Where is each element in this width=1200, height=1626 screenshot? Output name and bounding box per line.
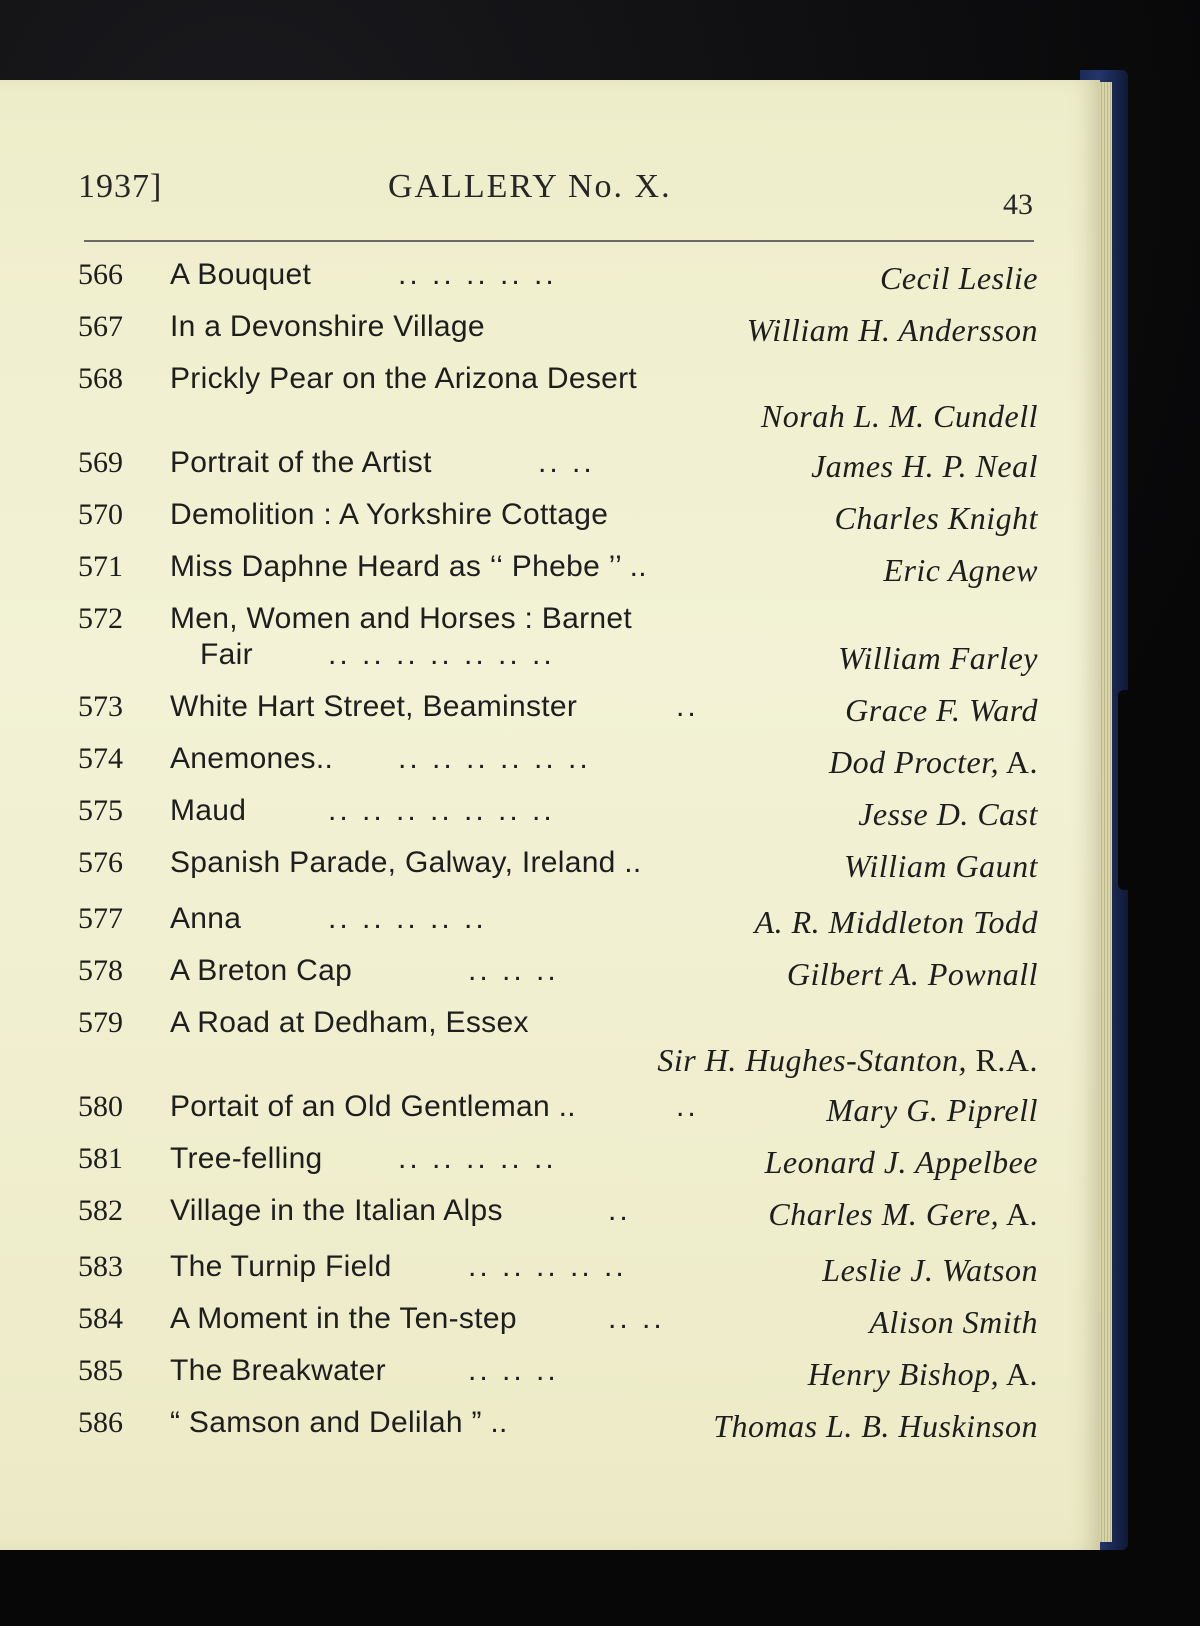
catalogue-entry (78, 736, 1038, 788)
catalogue-entry (78, 684, 1038, 736)
entry-artist: Dod Procter, A. (829, 744, 1038, 780)
entry-artist: Leslie J. Watson (822, 1252, 1038, 1288)
entry-number: 573 (78, 690, 123, 723)
entry-number: 574 (78, 742, 123, 775)
entry-title: Miss Daphne Heard as ‘‘ Phebe ’’ .. (170, 550, 647, 583)
entry-artist: Charles M. Gere, A. (768, 1196, 1038, 1232)
catalogue-entry (78, 492, 1038, 544)
entry-title: A Moment in the Ten-step (170, 1302, 517, 1335)
catalogue-entry (78, 1136, 1038, 1188)
entry-artist: Cecil Leslie (880, 260, 1038, 296)
catalogue-entry (78, 1296, 1038, 1348)
entry-title: Men, Women and Horses : Barnet (170, 602, 632, 635)
entry-artist: William Gaunt (843, 848, 1038, 884)
entry-title: Maud (170, 794, 247, 827)
catalogue-entry (78, 948, 1038, 1000)
entry-title: Spanish Parade, Galway, Ireland .. (170, 846, 642, 879)
entry-artist: William H. Andersson (746, 312, 1038, 348)
entry-artist: Charles Knight (834, 500, 1038, 536)
catalogue-entry (78, 304, 1038, 356)
catalogue-entry (78, 896, 1038, 948)
catalogue-entry (78, 840, 1038, 896)
dot-leader: .. (608, 1194, 631, 1227)
entry-title: Village in the Italian Alps (170, 1194, 503, 1227)
entry-title: A Road at Dedham, Essex (170, 1006, 529, 1039)
running-head-year: 1937] (78, 168, 163, 205)
entry-artist: Leonard J. Appelbee (764, 1144, 1038, 1180)
entry-title: White Hart Street, Beaminster (170, 690, 578, 723)
entry-number: 579 (78, 1006, 123, 1039)
entry-number: 575 (78, 794, 123, 827)
entry-artist: William Farley (838, 640, 1038, 676)
entry-artist: Alison Smith (869, 1304, 1038, 1340)
entry-title: The Turnip Field (170, 1250, 392, 1283)
catalogue-entry (78, 1400, 1038, 1452)
entry-artist: Mary G. Piprell (826, 1092, 1038, 1128)
entry-number: 585 (78, 1354, 123, 1387)
entry-title-continued: Fair (200, 638, 253, 671)
dot-leader: .. .. .. .. .. .. (398, 742, 591, 775)
dot-leader: .. (676, 690, 699, 723)
entry-number: 581 (78, 1142, 123, 1175)
header-rule (84, 240, 1034, 242)
entry-title: A Bouquet (170, 258, 312, 291)
entry-artist: Grace F. Ward (845, 692, 1038, 728)
dot-leader: .. .. (538, 446, 595, 479)
entry-number: 568 (78, 362, 123, 395)
entry-number: 570 (78, 498, 123, 531)
entry-title: Demolition : A Yorkshire Cottage (170, 498, 609, 531)
entry-number: 567 (78, 310, 123, 343)
entry-artist: Norah L. M. Cundell (760, 398, 1038, 434)
gallery-title: GALLERY No. X. (388, 168, 672, 205)
catalogue-entry (78, 1188, 1038, 1244)
dot-leader: .. .. (608, 1302, 665, 1335)
dot-leader: .. .. .. .. .. (398, 258, 557, 291)
catalogue-entry (78, 356, 1038, 440)
entry-number: 582 (78, 1194, 123, 1227)
entry-title: Tree-felling (170, 1142, 323, 1175)
dot-leader: .. .. .. .. .. .. .. (328, 638, 555, 671)
entry-artist: James H. P. Neal (811, 448, 1038, 484)
dot-leader: .. .. .. (468, 1354, 559, 1387)
catalogue-entry (78, 596, 1038, 684)
entry-number: 566 (78, 258, 123, 291)
entry-title: A Breton Cap (170, 954, 353, 987)
entry-number: 580 (78, 1090, 123, 1123)
dot-leader: .. .. .. (468, 954, 559, 987)
entry-number: 571 (78, 550, 123, 583)
catalogue-entry (78, 788, 1038, 840)
dot-leader: .. .. .. .. .. (328, 902, 487, 935)
entry-title: Portait of an Old Gentleman .. (170, 1090, 576, 1123)
entry-artist: Eric Agnew (883, 552, 1038, 588)
dot-leader: .. (676, 1090, 699, 1123)
entry-artist: Sir H. Hughes-Stanton, R.A. (657, 1042, 1038, 1078)
entry-artist: Jesse D. Cast (858, 796, 1038, 832)
entry-title: “ Samson and Delilah ” .. (170, 1406, 508, 1439)
catalogue-entry (78, 1084, 1038, 1136)
entry-number: 584 (78, 1302, 123, 1335)
entry-title: The Breakwater (170, 1354, 386, 1387)
page-header (78, 168, 1033, 228)
entry-number: 586 (78, 1406, 123, 1439)
entry-artist: Thomas L. B. Huskinson (713, 1408, 1038, 1444)
entry-artist: Henry Bishop, A. (807, 1356, 1038, 1392)
catalogue-entry (78, 1000, 1038, 1084)
entry-number: 572 (78, 602, 123, 635)
book-clasp (1118, 690, 1158, 890)
entry-number: 576 (78, 846, 123, 879)
catalogue-entries (78, 252, 1038, 1452)
dot-leader: .. .. .. .. .. (398, 1142, 557, 1175)
entry-number: 583 (78, 1250, 123, 1283)
catalogue-entry (78, 440, 1038, 492)
entry-artist: Gilbert A. Pownall (786, 956, 1038, 992)
catalogue-entry (78, 252, 1038, 304)
catalogue-entry (78, 544, 1038, 596)
entry-artist: A. R. Middleton Todd (754, 904, 1038, 940)
catalogue-entry (78, 1244, 1038, 1296)
entry-title: Prickly Pear on the Arizona Desert (170, 362, 638, 395)
entry-number: 569 (78, 446, 123, 479)
entry-number: 577 (78, 902, 123, 935)
entry-title: In a Devonshire Village (170, 310, 485, 343)
entry-title: Portrait of the Artist (170, 446, 432, 479)
page-number: 43 (1003, 188, 1033, 221)
entry-number: 578 (78, 954, 123, 987)
entry-title: Anna (170, 902, 242, 935)
catalogue-entry (78, 1348, 1038, 1400)
dot-leader: .. .. .. .. .. (468, 1250, 627, 1283)
entry-title: Anemones.. (170, 742, 334, 775)
dot-leader: .. .. .. .. .. .. .. (328, 794, 555, 827)
